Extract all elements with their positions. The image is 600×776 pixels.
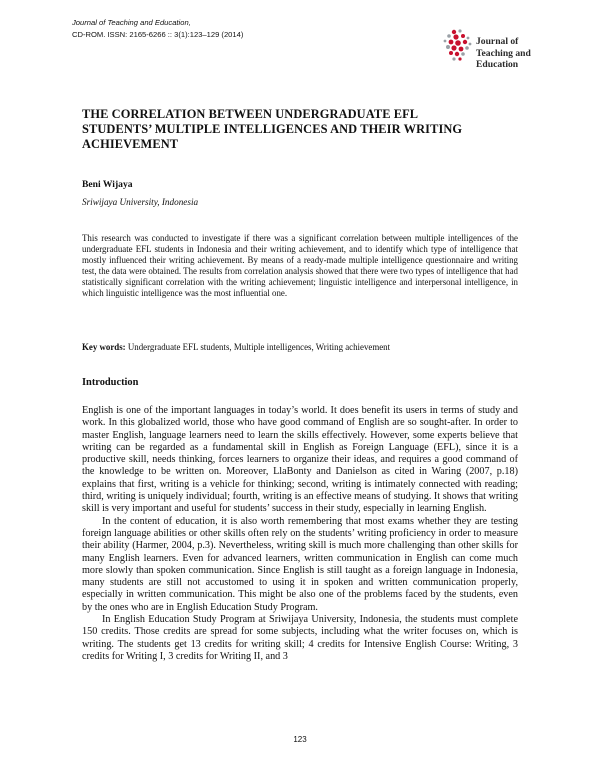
abstract: This research was conducted to investigate if there was a significant correlation between multiple intelligences of the undergraduate EFL students in Indonesia and their writing achievement, and to identify which type of intelligence that mostly influenced their writing achievement. By means of a ready-made multiple intelligence questionnaire and writing test, the data were obtained. The results from correlation analysis showed that there were two types of intelligence that had statistically significant correlation with the writing achievement; linguistic intelligence and interpersonal intelligence, in which linguistic intelligence was the most influential one. [82, 233, 518, 299]
logo-dot [451, 45, 456, 50]
logo-dot [453, 34, 458, 39]
journal-name: Journal of Teaching and Education, [72, 18, 191, 27]
logo-dot [447, 34, 451, 38]
logo-dot [455, 40, 461, 46]
logo-dot [467, 37, 470, 40]
logo-dot [446, 45, 450, 49]
paragraph-2: In the content of education, it is also worth remembering that most exams whether they are testing foreign language abilities or other skills often rely on the students’ writing proficiency in order to measure their ability (Harmer, 2004, p.3). Nevertheless, writing skill is much more challenging than other skills for many English learners. Even for advanced learners, written communication in English can come much more slowly than spoken communication. Since English is still taught as a foreign language in Indonesia, many students are still not accustomed to using it in spoken and written communication properly, especially in written communication. This might be also one of the problems faced by the students, even by the ones who are in English Education Study Program. [82, 515, 518, 613]
logo-dot [458, 29, 461, 32]
logo-dot [463, 40, 467, 44]
introduction-body [82, 405, 518, 663]
section-heading-introduction: Introduction [82, 377, 139, 388]
logo-dot [455, 52, 459, 56]
logo-dot [461, 34, 465, 38]
issn-line: CD-ROM. ISSN: 2165-6266 :: 3(1):123–129 (2014) [72, 29, 244, 39]
page-number: 123 [293, 735, 307, 744]
paragraph-3: In English Education Study Program at Sriwijaya University, Indonesia, the students must complete 150 credits. Those credits are spread for some subjects, including what the writer focuses on, which is writing. The students get 13 credits for writing skill; 4 credits for Intensive English Course: Writing, 3 credits for Writing I, 3 credits for Writing II, and 3 [82, 614, 518, 662]
logo-dot [449, 51, 453, 55]
journal-header [72, 17, 243, 40]
keywords-text: Undergraduate EFL students, Multiple intelligences, Writing achievement [125, 342, 391, 352]
paper-title: THE CORRELATION BETWEEN UNDERGRADUATE EFL STUDENTS’ MULTIPLE INTELLIGENCES AND THEIR WRITING ACHIEVEMENT [82, 107, 463, 152]
logo-dot [459, 47, 464, 52]
keywords [82, 342, 522, 352]
logo-dot [449, 40, 454, 45]
logo-dot [469, 43, 472, 46]
author-affiliation: Sriwijaya University, Indonesia [82, 197, 199, 207]
logo-dot [444, 40, 447, 43]
logo-line-3: Education [476, 59, 519, 70]
logo-dot [461, 52, 465, 56]
logo-dot [452, 57, 455, 60]
logo-dot [458, 57, 461, 60]
journal-logo-dots-icon [440, 28, 474, 64]
logo-dot [465, 46, 469, 50]
journal-logo-text [476, 36, 531, 71]
logo-dot [452, 30, 456, 34]
keywords-label: Key words: [82, 342, 126, 352]
paragraph-1: English is one of the important languages in today’s world. It does benefit its users in terms of study and work. In this globalized world, those who have good command of English are so sought-after. In order to master English, language learners need to learn the skills effectively. However, some experts believe that writing can be regarded as a fundamental skill in English as Foreign Language (EFL), since it is a productive skill, needs thinking, forces learners to organize their ideas, and requires a good command of the knowledge to be written on. Moreover, LlaBonty and Danielson as cited in Waring (2007, p.18) explains that first, writing is a vehicle for thinking; second, writing is intimately connected with reading; third, writing is uniquely individual; fourth, writing is an effective means of studying. It shows that writing skill is very important and useful for students’ success in their study, especially in learning English. [82, 405, 518, 515]
journal-logo [440, 26, 540, 74]
logo-line-2: Teaching and [476, 47, 531, 59]
author-name: Beni Wijaya [82, 179, 133, 190]
logo-line-1: Journal of [476, 36, 519, 47]
